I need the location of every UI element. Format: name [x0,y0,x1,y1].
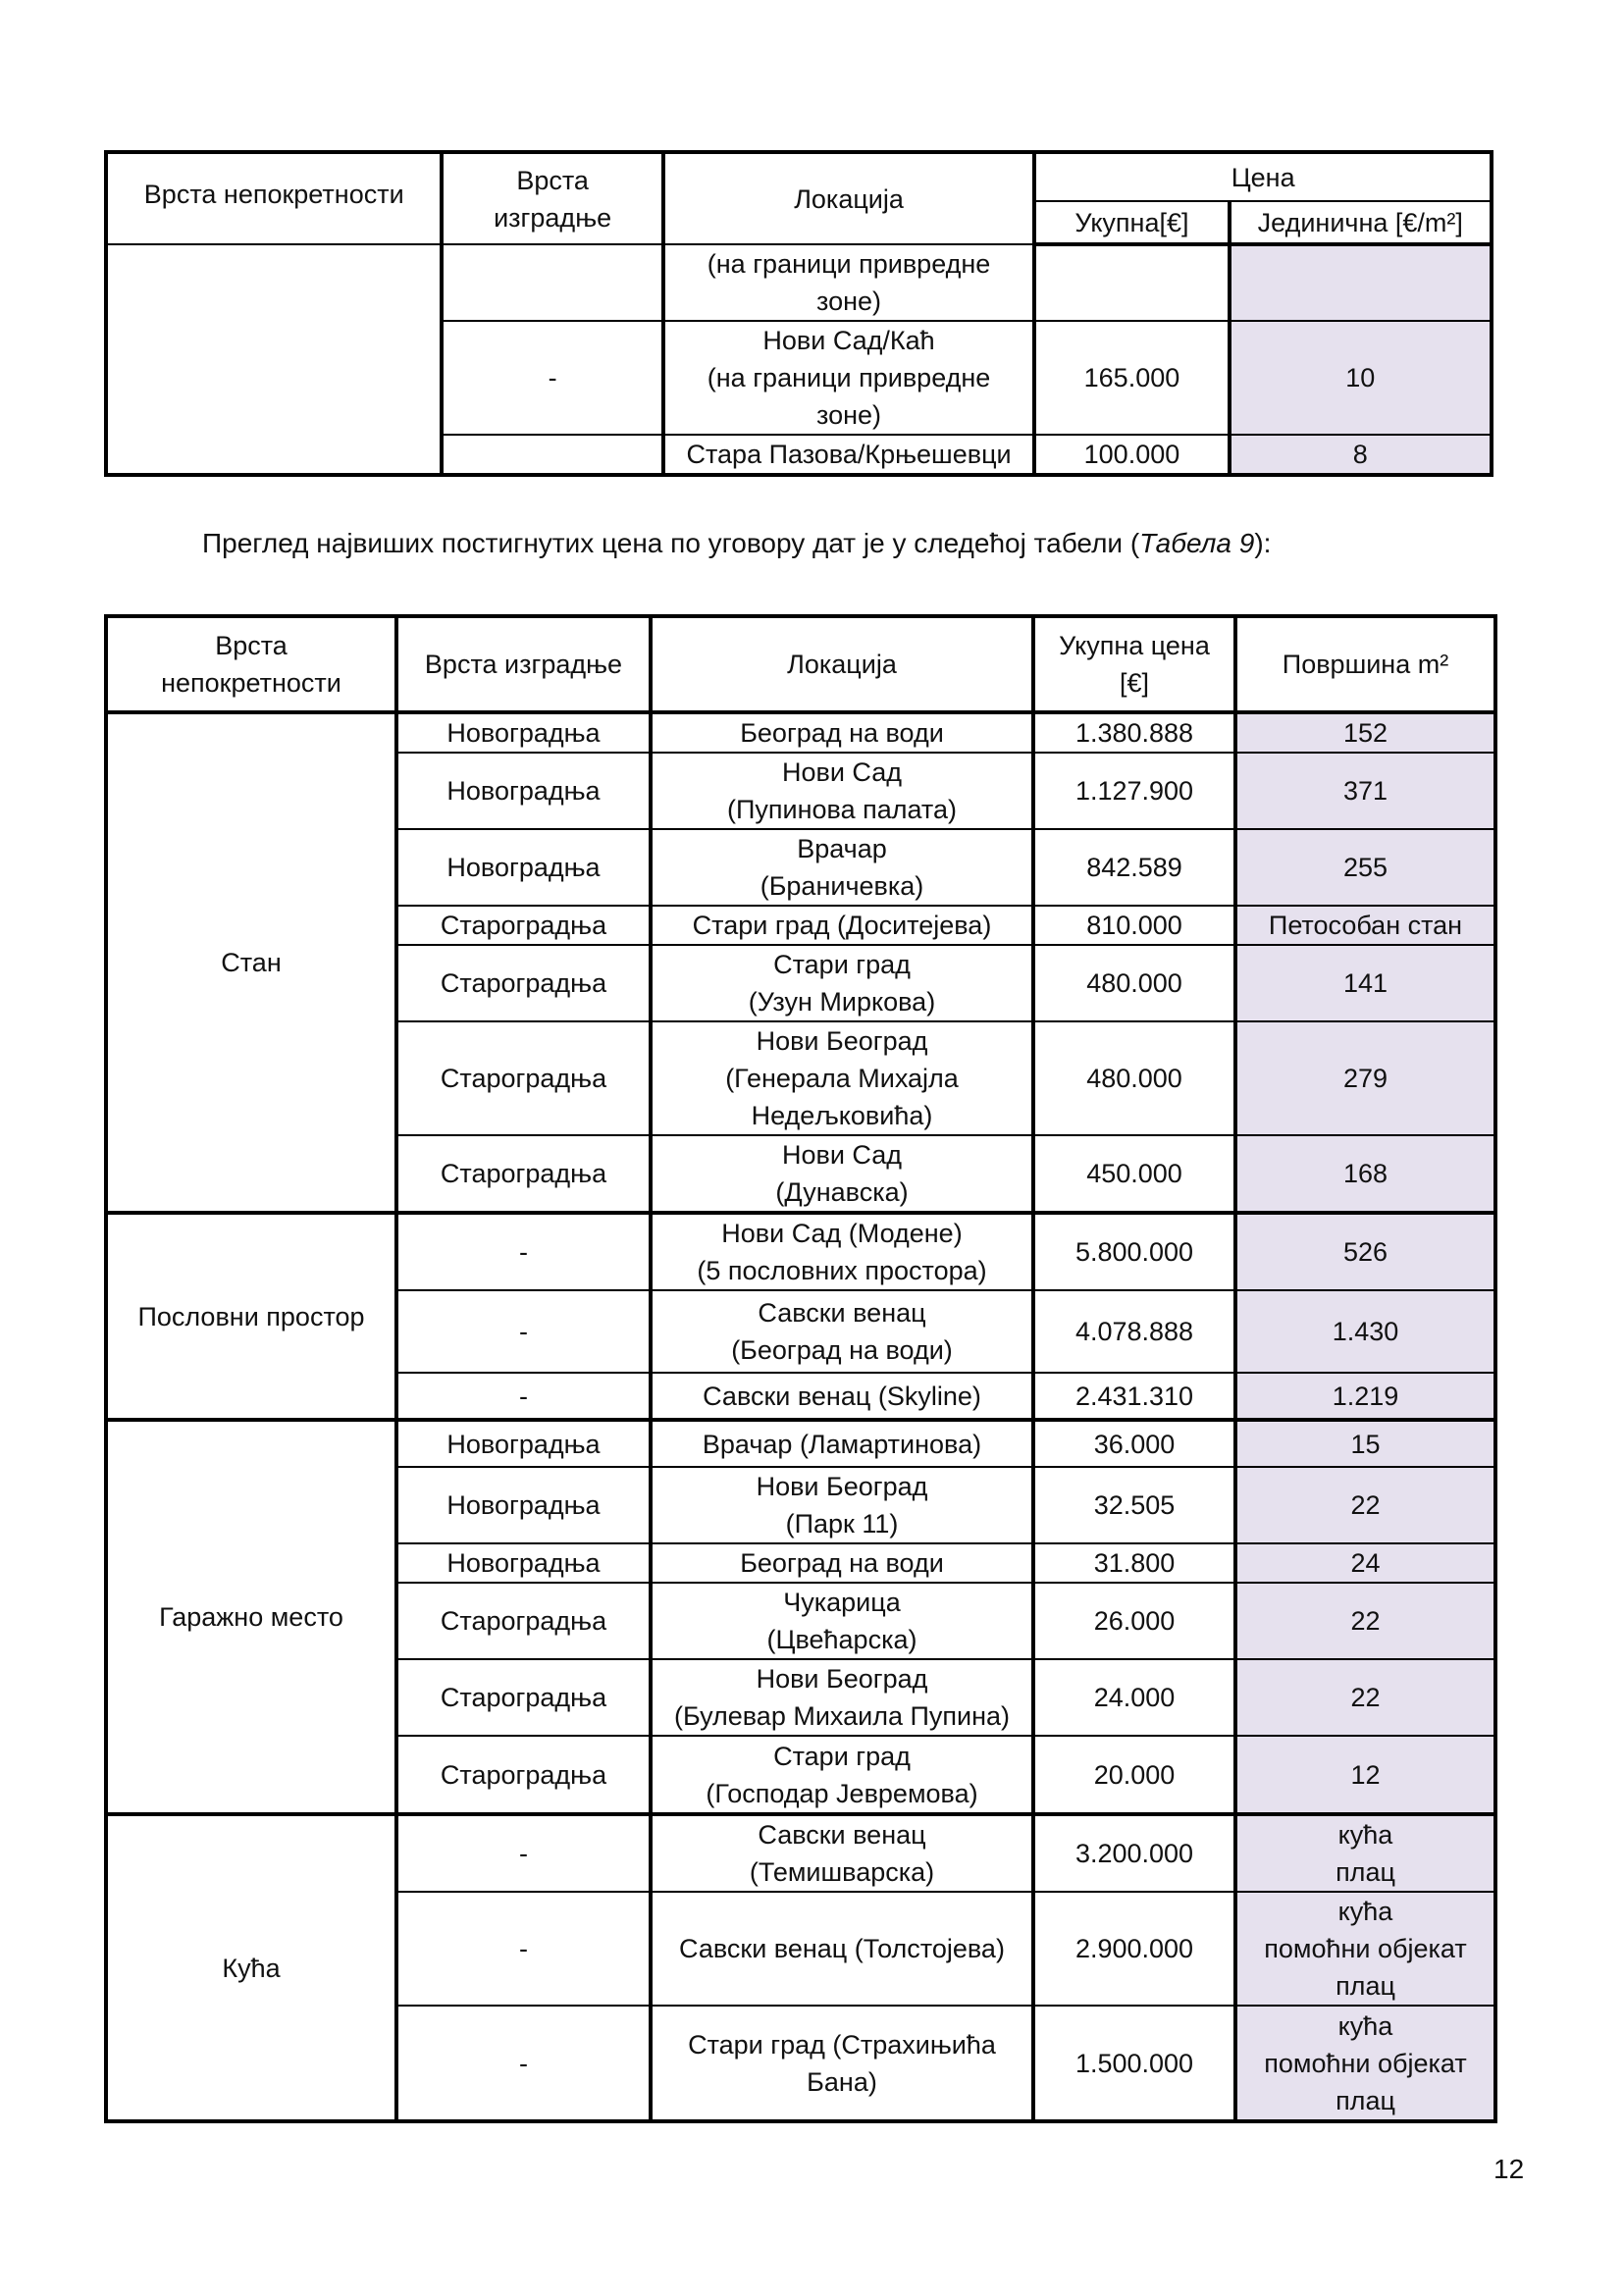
construction-cell: - [396,1892,651,2006]
location-cell: Стари град (Господар Јевремова) [651,1736,1033,1814]
location-cell: Нови Београд (Генерала Михајла Недељковића) [651,1021,1033,1135]
area-cell: 152 [1235,712,1495,753]
total-price-cell: 24.000 [1033,1659,1235,1736]
table-row [106,1420,1495,1467]
construction-cell: Новоградња [396,753,651,829]
area-cell: кућа помоћни објекат плац [1235,1892,1495,2006]
total-price-cell: 36.000 [1033,1420,1235,1467]
construction-cell: Новоградња [396,1543,651,1583]
total-price-cell: 2.431.310 [1033,1373,1235,1420]
location-cell: Стара Пазова/Крњешевци [663,435,1035,475]
area-cell: 24 [1235,1543,1495,1583]
header-property-type: Врста непокретности [106,616,396,712]
unit-price-cell: 8 [1230,435,1492,475]
construction-cell: Староградња [396,1021,651,1135]
intro-text: Преглед највиших постигнутих цена по уговору дат је у следећој табели ( [202,528,1140,558]
header-unit-price: Јединична [€/m²] [1230,201,1492,244]
location-cell: Савски венац (Skyline) [651,1373,1033,1420]
location-cell: Стари град (Доситејева) [651,906,1033,945]
location-cell: Савски венац (Београд на води) [651,1290,1033,1373]
total-cell: 165.000 [1034,321,1229,435]
total-price-cell: 480.000 [1033,945,1235,1021]
area-cell: 12 [1235,1736,1495,1814]
total-price-cell: 810.000 [1033,906,1235,945]
location-cell: (на граници привредне зоне) [663,244,1035,321]
total-price-cell: 1.500.000 [1033,2006,1235,2121]
header-construction-type: Врста изградње [442,152,662,244]
header-location: Локација [663,152,1035,244]
total-price-cell: 5.800.000 [1033,1213,1235,1290]
price-table-continued [104,150,1493,477]
location-cell: Нови Сад/Каћ (на граници привредне зоне) [663,321,1035,435]
construction-cell: Староградња [396,1583,651,1659]
property-type-cell: Гаражно место [106,1420,396,1814]
location-cell: Врачар (Ламартинова) [651,1420,1033,1467]
total-price-cell: 4.078.888 [1033,1290,1235,1373]
location-cell: Савски венац (Темишварска) [651,1814,1033,1892]
property-type-cell: Кућа [106,1814,396,2121]
construction-cell: - [442,321,662,435]
header-total-price: Укупна цена [€] [1033,616,1235,712]
area-cell: Петособан стан [1235,906,1495,945]
area-cell: 168 [1235,1135,1495,1213]
construction-cell: - [396,1213,651,1290]
location-cell: Београд на води [651,1543,1033,1583]
property-type-cell: Стан [106,712,396,1213]
construction-cell: - [396,1373,651,1420]
area-cell: 22 [1235,1659,1495,1736]
property-type-cell: Пословни простор [106,1213,396,1420]
location-cell: Стари град (Узун Миркова) [651,945,1033,1021]
area-cell: 255 [1235,829,1495,906]
total-price-cell: 842.589 [1033,829,1235,906]
construction-cell: Староградња [396,945,651,1021]
highest-prices-table [104,614,1497,2123]
location-cell: Нови Сад (Модене) (5 пословних простора) [651,1213,1033,1290]
area-cell: 141 [1235,945,1495,1021]
header-price: Цена [1034,152,1492,201]
total-price-cell: 450.000 [1033,1135,1235,1213]
construction-cell: - [396,1290,651,1373]
construction-cell: Староградња [396,906,651,945]
construction-cell: Староградња [396,1736,651,1814]
location-cell: Стари град (Страхињића Бана) [651,2006,1033,2121]
location-cell: Чукарица (Цвећарска) [651,1583,1033,1659]
location-cell: Врачар (Браничевка) [651,829,1033,906]
location-cell: Нови Београд (Булевар Михаила Пупина) [651,1659,1033,1736]
construction-cell: - [396,1814,651,1892]
table-row [106,1213,1495,1290]
construction-cell: - [396,2006,651,2121]
construction-cell [442,435,662,475]
page-number: 12 [1493,2154,1525,2184]
total-price-cell: 3.200.000 [1033,1814,1235,1892]
location-cell: Нови Београд (Парк 11) [651,1467,1033,1543]
area-cell: 15 [1235,1420,1495,1467]
location-cell: Нови Сад (Дунавска) [651,1135,1033,1213]
construction-cell: Новоградња [396,1420,651,1467]
area-cell: кућа помоћни објекат плац [1235,2006,1495,2121]
total-price-cell: 2.900.000 [1033,1892,1235,2006]
intro-text-end: ): [1254,528,1272,558]
table-row [106,712,1495,753]
construction-cell: Староградња [396,1659,651,1736]
location-cell: Савски венац (Толстојева) [651,1892,1033,2006]
table-row [106,1814,1495,1892]
construction-cell: Новоградња [396,1467,651,1543]
property-type-cell [106,244,442,475]
intro-paragraph [202,528,1271,559]
area-cell: 279 [1235,1021,1495,1135]
area-cell: кућа плац [1235,1814,1495,1892]
total-price-cell: 31.800 [1033,1543,1235,1583]
table-body [106,712,1495,2121]
total-price-cell: 1.380.888 [1033,712,1235,753]
header-construction-type: Врста изградње [396,616,651,712]
construction-cell: Новоградња [396,829,651,906]
construction-cell: Староградња [396,1135,651,1213]
location-cell: Нови Сад (Пупинова палата) [651,753,1033,829]
total-price-cell: 1.127.900 [1033,753,1235,829]
unit-price-cell [1230,244,1492,321]
construction-cell [442,244,662,321]
header-area: Површина m² [1235,616,1495,712]
area-cell: 371 [1235,753,1495,829]
construction-cell: Новоградња [396,712,651,753]
total-cell: 100.000 [1034,435,1229,475]
area-cell: 1.430 [1235,1290,1495,1373]
area-cell: 22 [1235,1583,1495,1659]
total-price-cell: 26.000 [1033,1583,1235,1659]
header-total: Укупна[€] [1034,201,1229,244]
area-cell: 1.219 [1235,1373,1495,1420]
area-cell: 22 [1235,1467,1495,1543]
area-cell: 526 [1235,1213,1495,1290]
header-property-type: Врста непокретности [106,152,442,244]
total-cell [1034,244,1229,321]
total-price-cell: 32.505 [1033,1467,1235,1543]
unit-price-cell: 10 [1230,321,1492,435]
intro-table-ref: Табела 9 [1139,528,1255,558]
total-price-cell: 20.000 [1033,1736,1235,1814]
total-price-cell: 480.000 [1033,1021,1235,1135]
header-location: Локација [651,616,1033,712]
location-cell: Београд на води [651,712,1033,753]
